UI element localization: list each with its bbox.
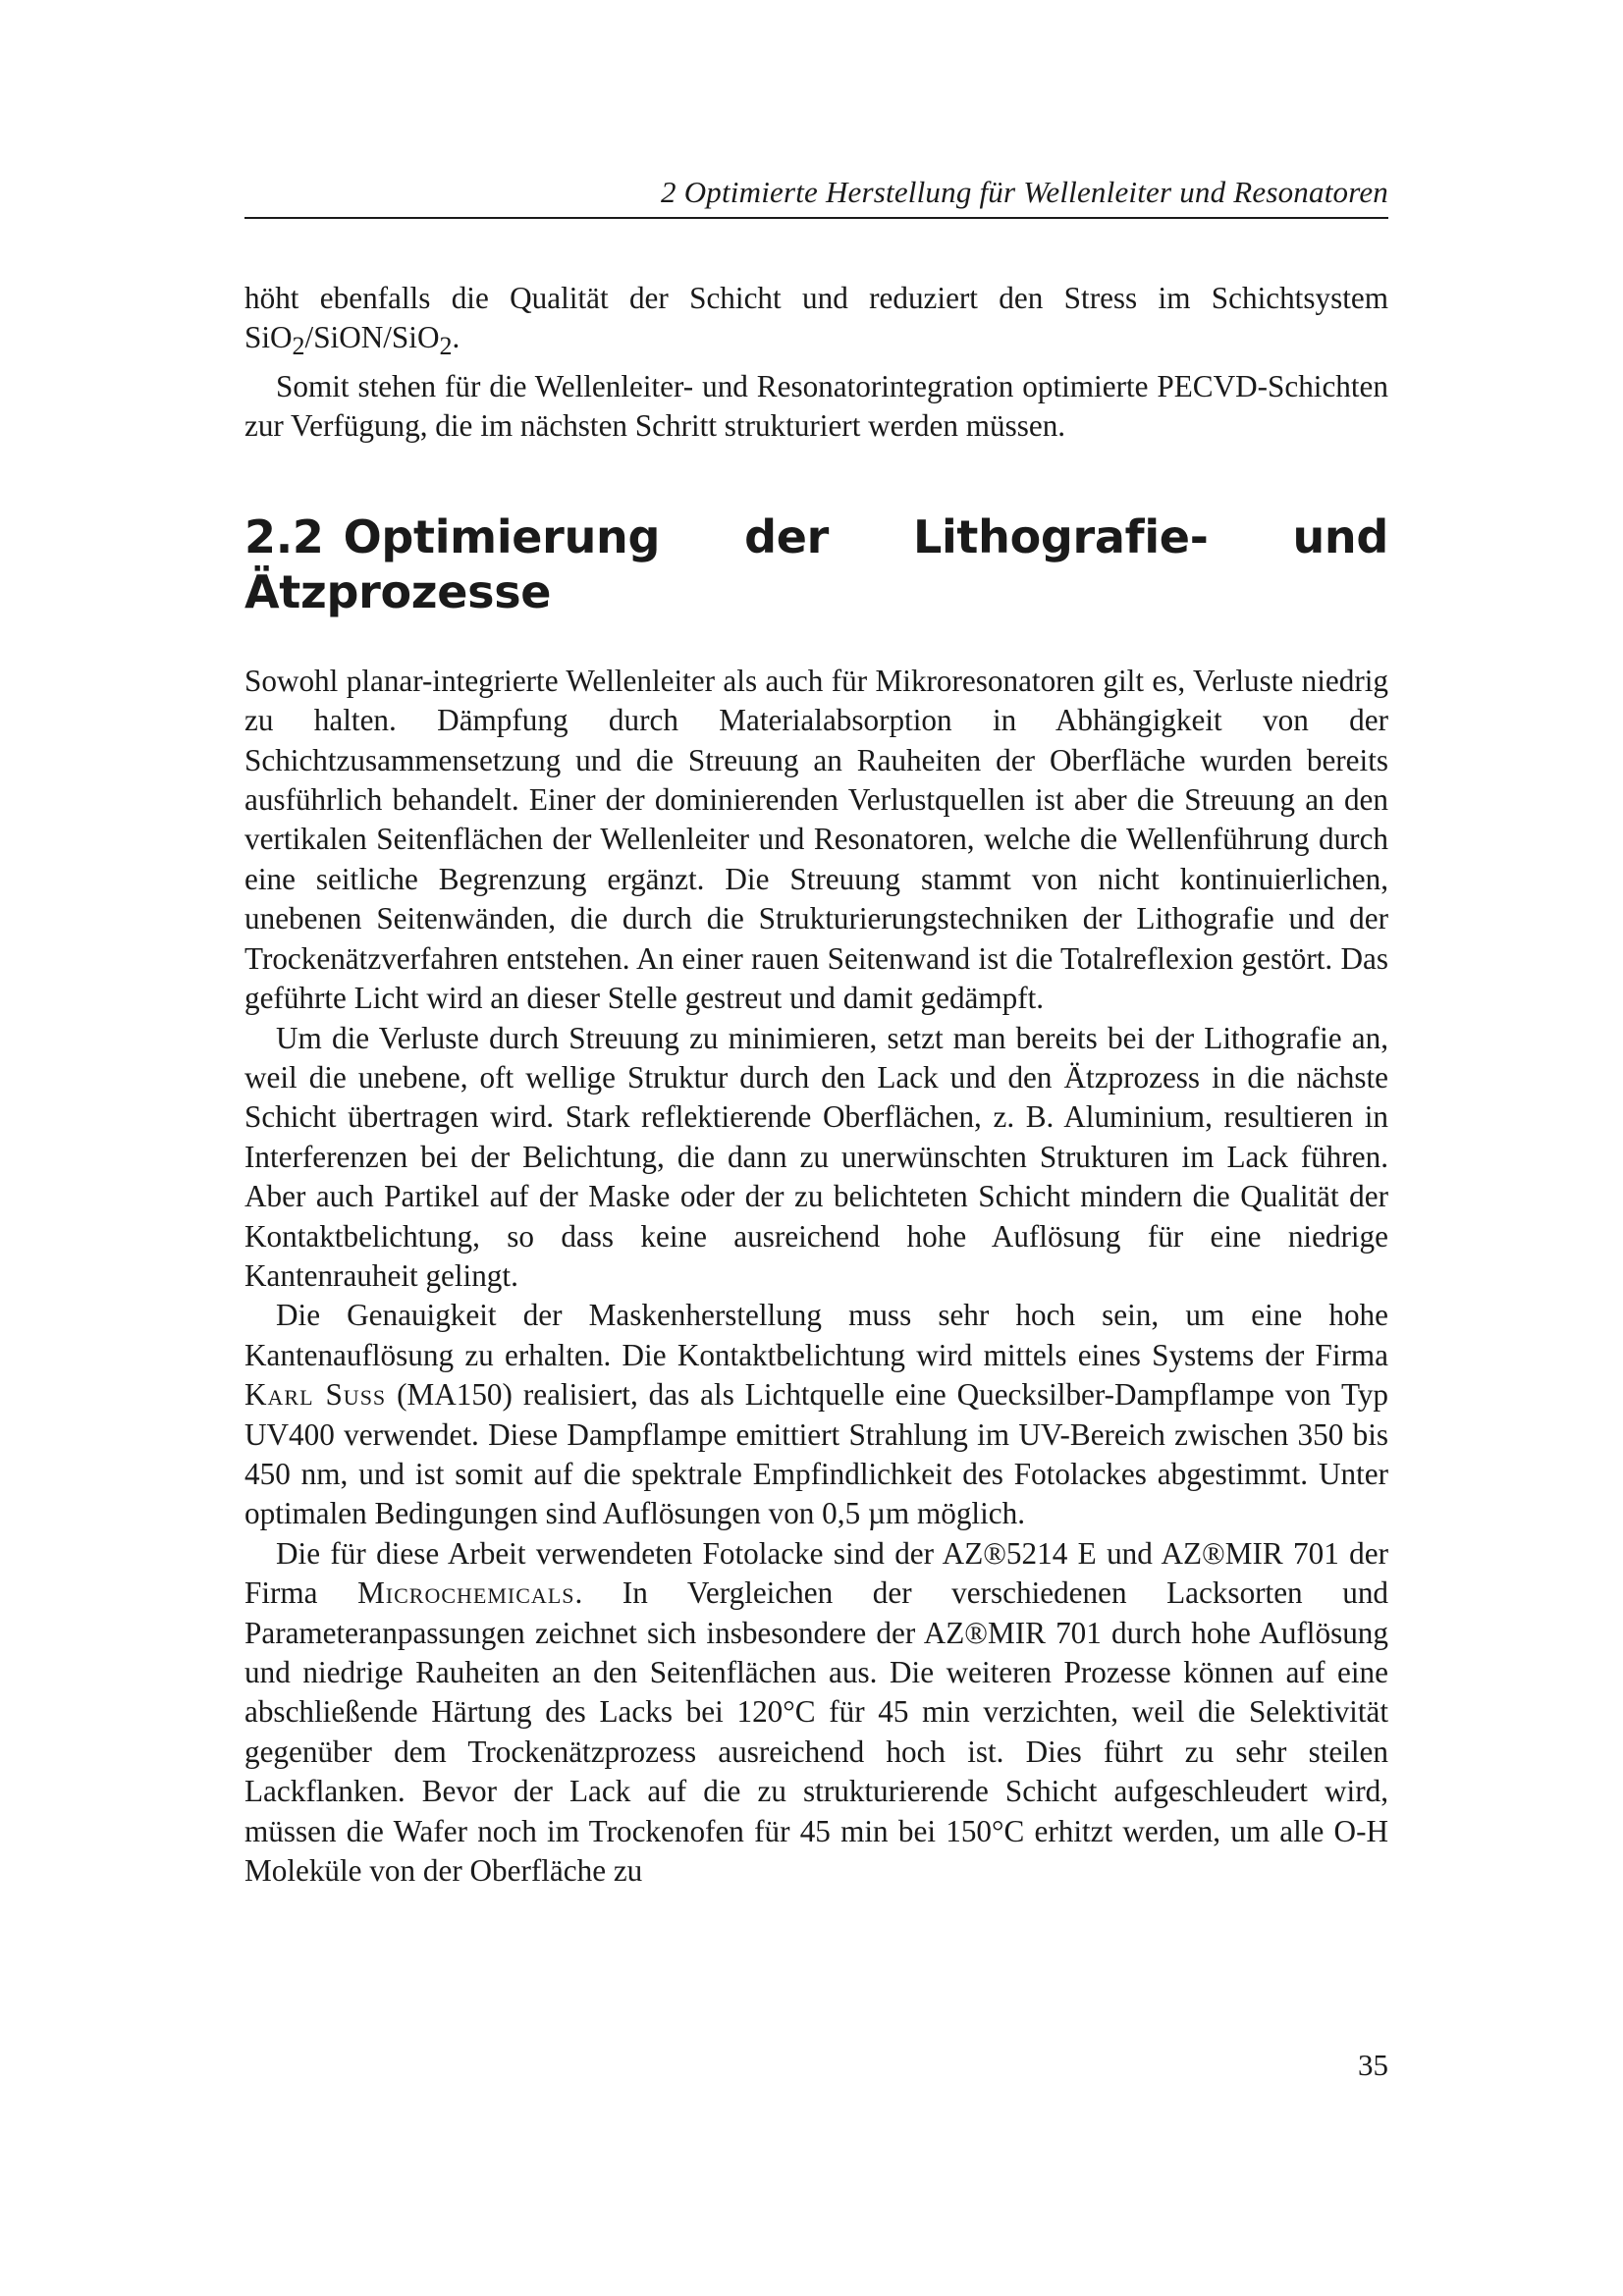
intro-paragraph-1 — [244, 279, 1388, 367]
paragraph-2: Um die Verluste durch Streuung zu minimieren, setzt man bereits bei der Lithografie an, weil die unebene, oft wellige Struktur durch den Lack und den Ätzprozess in die nächste Schicht übertragen wird. Stark reflektierende Oberflächen, z. B. Aluminium, resultieren in Interferenzen bei der Belichtung, die dann zu unerwünschten Strukturen im Lack führen. Aber auch Partikel auf der Maske oder der zu belichteten Schicht mindern die Qualität der Kontaktbelichtung, so dass keine ausreichend hohe Auflösung für eine niedrige Kantenrauheit gelingt. — [244, 1020, 1388, 1293]
header-rule — [244, 217, 1388, 219]
subscript-2b: 2 — [439, 332, 453, 361]
paragraph-4 — [244, 1534, 1388, 1892]
section-title: Optimierung der Lithografie- und Ätzprozesse — [244, 509, 1388, 618]
intro-text-1: höht ebenfalls die Qualität der Schicht und reduziert den Stress im Schichtsystem SiO — [244, 281, 1388, 355]
paragraph-3-text-a: Die Genauigkeit der Maskenherstellung muss sehr hoch sein, um eine hohe Kantenauflösung zu erhalten. Die Kontaktbelichtung wird mittels eines Systems der Firma — [244, 1298, 1388, 1372]
paragraph-3 — [244, 1296, 1388, 1533]
intro-text-2: /SiON/SiO — [304, 320, 440, 355]
paragraph-3-text-b: (MA150) realisiert, das als Lichtquelle eine Quecksilber-Dampflampe von Typ UV400 verwendet. Diese Dampflampe emittiert Strahlung im UV-Bereich zwischen 350 bis 450 nm, und ist somit auf die spektrale Empfindlichkeit des Fotolackes abgestimmt. Unter optimalen Bedingungen sind Auflösungen von 0,5 µm möglich. — [244, 1377, 1389, 1531]
paragraph-4-text-a: Die für diese Arbeit verwendeten Fotolacke sind der AZ®5214 E und AZ®MIR 701 der Firma — [244, 1535, 1388, 1611]
section-number: 2.2 — [244, 509, 324, 563]
paragraph-4-text-b: . In Vergleichen der verschiedenen Lacksorten und Parameteranpassungen zeichnet sich insbesondere der AZ®MIR 701 durch hohe Auflösung und niedrige Rauheiten an den Seitenflächen aus. Die weiteren Prozesse können auf eine abschließende Härtung des Lacks bei 120°C für 45 min verzichten, weil die Selektivität gegenüber dem Trockenätzprozess ausreichend hoch ist. Dies führt zu sehr steilen Lackflanken. Bevor der Lack auf die zu strukturierende Schicht aufgeschleudert wird, müssen die Wafer noch im Trockenofen für 45 min bei 150°C erhitzt werden, um alle O-H Moleküle von der Oberfläche zu — [244, 1575, 1389, 1889]
running-header: 2 Optimierte Herstellung für Wellenleiter und Resonatoren — [661, 175, 1388, 209]
intro-text-3: . — [452, 320, 460, 355]
section-heading — [244, 447, 1388, 662]
subscript-2: 2 — [292, 332, 305, 361]
paragraph-1: Sowohl planar-integrierte Wellenleiter als auch für Mikroresonatoren gilt es, Verluste niedrig zu halten. Dämpfung durch Materialabsorption in Abhängigkeit von der Schichtzusammensetzung und die Streuung an Rauheiten der Oberfläche wurden bereits ausführlich behandelt. Einer der dominierenden Verlustquellen ist aber die Streuung an den vertikalen Seitenflächen der Wellenleiter und Resonatoren, welche die Wellenführung durch eine seitliche Begrenzung ergänzt. Die Streuung stammt von nicht kontinuierlichen, unebenen Seitenwänden, die durch die Strukturierungstechniken der Lithografie und der Trockenätzverfahren entstehen. An einer rauen Seitenwand ist die Totalreflexion gestört. Das geführte Licht wird an dieser Stelle gestreut und damit gedämpft. — [244, 663, 1388, 1016]
page-number: 35 — [1358, 2048, 1388, 2082]
intro-paragraph-2: Somit stehen für die Wellenleiter- und Resonatorintegration optimierte PECVD-Schichten zur Verfügung, die im nächsten Schritt strukturiert werden müssen. — [244, 369, 1388, 444]
body-text — [244, 279, 1388, 1891]
company-karl-suss: Karl Suss — [244, 1377, 387, 1413]
company-microchemicals: Microchemicals — [357, 1575, 575, 1611]
